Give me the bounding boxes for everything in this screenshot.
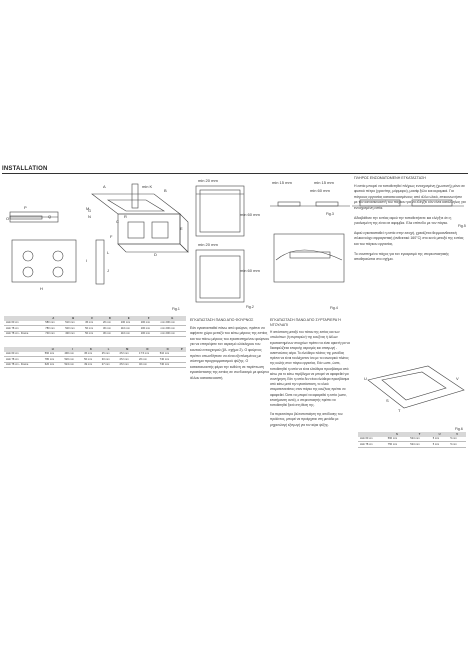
fig2-label-3: min 20 mm <box>198 242 218 247</box>
table-header-row: A B C D E F G <box>4 316 186 321</box>
fig2-label-1: min 20 mm <box>198 178 218 183</box>
fig1-caption: Fig.1 <box>172 307 180 311</box>
fig1-drawing <box>4 176 189 314</box>
label-q: Q <box>48 214 52 219</box>
hob-plan-bottom <box>12 240 76 282</box>
label-j: J <box>107 268 109 273</box>
fig3-label-1: min 15 mm <box>272 180 292 185</box>
table-header-row: H I K L M N O P <box>4 347 186 352</box>
section-body: Για περισσότερο βελτιστοποίηση της απόδοσης του προϊόντος, μπορεί να προέρχεται στη μονάδα με μηχανολογή εξαγωγή για τον αέρα ψύξης. <box>270 412 343 427</box>
label-min-k: min K <box>142 184 153 189</box>
section-heading: ΕΓΚΑΤΑΣΤΑΣΗ ΠΑΝΩ ΑΠΟ ΣΥΡΤΑΡΙΕΡΑ Ή ΝΤΟΥΛΑΠΙ <box>270 318 341 327</box>
table-row: Hob 78 cm 780 mm 520 mm 50 mm 30 mm 110 mm 100 mm min 200 mm <box>4 326 186 332</box>
table-row: Hob 60 cm 560 mm 524 mm 5 mm 5 mm <box>358 437 466 442</box>
label-g: G <box>88 208 92 213</box>
fig6-label-s: S <box>386 398 389 403</box>
fig2-label-2: min 60 mm <box>240 212 260 217</box>
label-m: M <box>86 206 90 211</box>
section-body: Εάν εγκατασταθεί πάνω από φούρνο, πρέπει να αφήσετε χώρο μεταξύ του κάτω μέρους της εστίας και του πάνω μέρους του εγκατεστημένου φούρνου για να επιτρέψετε τον αερισμό ολόκληρου του κουτιού εντοιχισμού (βλ. σχήμα 2). Ο φούρνος πρέπει οπωσδήποτε να είναι εξοπλισμένος με σύστημα προγραμματισμού ψύξης. Ο κατασκευαστής φέρει την ευθύνη σε περίπτωση εγκατάστασης της εστίας σε συνδυασμό με φούρνο άλλου κατασκευαστή. <box>190 325 270 380</box>
fig6-caption: Fig.6 <box>455 427 463 431</box>
dimension-table-2 <box>4 347 186 368</box>
oven-installation-section <box>190 318 270 386</box>
fig3-drawing <box>270 176 350 220</box>
cabinet-3d <box>118 214 180 244</box>
table-row: Hob 60 cm 580 mm 510 mm 45 mm 20 mm 100 mm 100 mm min 200 mm <box>4 321 186 326</box>
fig6-label-u: U <box>364 376 367 381</box>
fig6-drawing <box>358 360 468 420</box>
drawer-installation-section <box>270 318 350 432</box>
label-l: L <box>107 250 110 255</box>
side-section <box>96 240 104 284</box>
fig2-caption: Fig.2 <box>246 305 254 309</box>
label-n: N <box>88 214 91 219</box>
table-header-row: S T U V <box>358 432 466 437</box>
table-row: Hob 78 cm 750 mm 524 mm 5 mm 5 mm <box>358 442 466 448</box>
header-divider <box>2 173 468 174</box>
section-heading: ΕΓΚΑΤΑΣΤΑΣΗ ΠΑΝΩ ΑΠΟ ΦΟΥΡΝΟΣ <box>190 318 254 322</box>
table-row: Hob 78 cm - Frame 620 mm 524 mm 49 mm 27 mm 472 mm 40 mm 740 mm <box>4 362 186 368</box>
section-body: Αδιαβάθυτε την εστίας αφού την τοποθετήσετε και ελέγξτε ότι η γυαλισμένη της είναι σε αφαμβια. Ελα επίπεδο με τον πάγκο. <box>354 215 452 226</box>
label-r: R <box>124 214 127 219</box>
label-p-top: P <box>24 205 27 210</box>
section-heading: ΠΛΗΡΩΣ ΕΝΣΩΜΑΤΩΜΕΝΗ ΕΓΚΑΤΑΣΤΑΣΗ <box>354 176 426 180</box>
fig3-label-3: min 60 mm <box>310 188 330 193</box>
dimension-table-3 <box>358 432 466 448</box>
fig5-caption: Fig.5 <box>458 224 466 228</box>
fig4-drawing <box>270 230 350 290</box>
fig6-label-v: V <box>456 376 459 381</box>
section-body: Το συνεπημένο πάχος για τον εγκαρσιμό της στερεοποιητικής αποθηκεύεται στο σχήμα. <box>354 251 449 262</box>
section-body: Η απόσταση μεταξύ του πάτου της εστίας και των υπολοίπων (ή συρταριών) της κουζίνας ή άλλων εγκαταστημένων στοιχείων πρέπει να είναι αρκετή για να διασφαλίζεται επαρκής αερισμός και απαγωγή - αναπνεύσεις αέρα. Το ελεύθερο πλάτος της μονάδας πρέπει να είναι τουλάχιστον ίσο με το εσωτερικό πλάτος της κοιλής στον πάγκο εργασίας. Εάν ωστε, ώστε, τοποθετηθεί η εστία να είναι ελεύθερα προσβάσιμα από κάτω για το κάτω περίβλημα να μπορεί να αφαιρεθεί για συντήρηση. Εάν η εστία δεν είναι ελεύθερα προσβάσιμα από κάτω μετά την εγκατάσταση, το υλικό σταματεπεκτέπος στον πάγκο της κουζίνας πρέπει να αφαιρεθεί. Ώστε να μπορεί να αφαιρεθεί η εστία (ωστε, επισήμανση αυτό), ο στερεοποιητής πρέπει να τοποθετηθεί ξανά στη θέση της. <box>270 330 350 408</box>
label-c: C <box>116 219 119 224</box>
section-title: INSTALLATION <box>2 166 48 172</box>
table-row: Hob 60 cm 560 mm 490 mm 45 mm 25 mm 472 mm 17.5 mm 510 mm <box>4 352 186 357</box>
fig3-label-2: min 15 mm <box>314 180 334 185</box>
fig2-label-4: min 60 mm <box>240 268 260 273</box>
fig6-label-t: T <box>398 408 401 413</box>
label-e: E <box>180 226 183 231</box>
flush-installation-section <box>354 176 466 267</box>
label-i: I <box>86 258 88 263</box>
label-a: A <box>103 184 106 189</box>
table-row: Hob 78 cm 780 mm 520 mm 50 mm 30 mm 472 mm 20 mm 740 mm <box>4 357 186 363</box>
label-f: F <box>110 234 113 239</box>
section-body: Η εστία μπορεί να τοποθετηθεί πλήρως εντοιχισμένη (χωνευτή) μόνο σε φυσικό πέτρο (γρανίτης, μάρμαρο), μασίφ ξύλο και κεραμικά. Για πάγκους εργασίας κατασκευασμένους από άλλο υλικό, επικοινωνήστε με τον κατασκευαστή του πάγκου για να ελέγξει εάν είναι κατάλληλος για εντοιχισμένη εστία. <box>354 183 466 210</box>
fig3-caption: Fig.3 <box>326 212 334 216</box>
dimension-table-1 <box>4 316 186 337</box>
label-h: H <box>40 286 43 291</box>
label-o: O <box>6 216 10 221</box>
label-d: D <box>154 252 157 257</box>
table-row: Hob 78 cm - Frame 740 mm 430 mm 50 mm 30 mm 110 mm 100 mm min 200 mm <box>4 331 186 337</box>
section-body: Αφού εγκατασταθεί η εστία στην εσοχή, χρειάζεται θερμοανθεκτική σιλικονούχο σφραγιστική (ανθεκτικό 160°C) στο κενό μεταξύ της εστίας και του πάγκου εργασίας. <box>354 230 464 246</box>
label-b: B <box>164 188 167 193</box>
fig2-drawing <box>190 176 268 314</box>
fig4-caption: Fig.4 <box>330 306 338 310</box>
